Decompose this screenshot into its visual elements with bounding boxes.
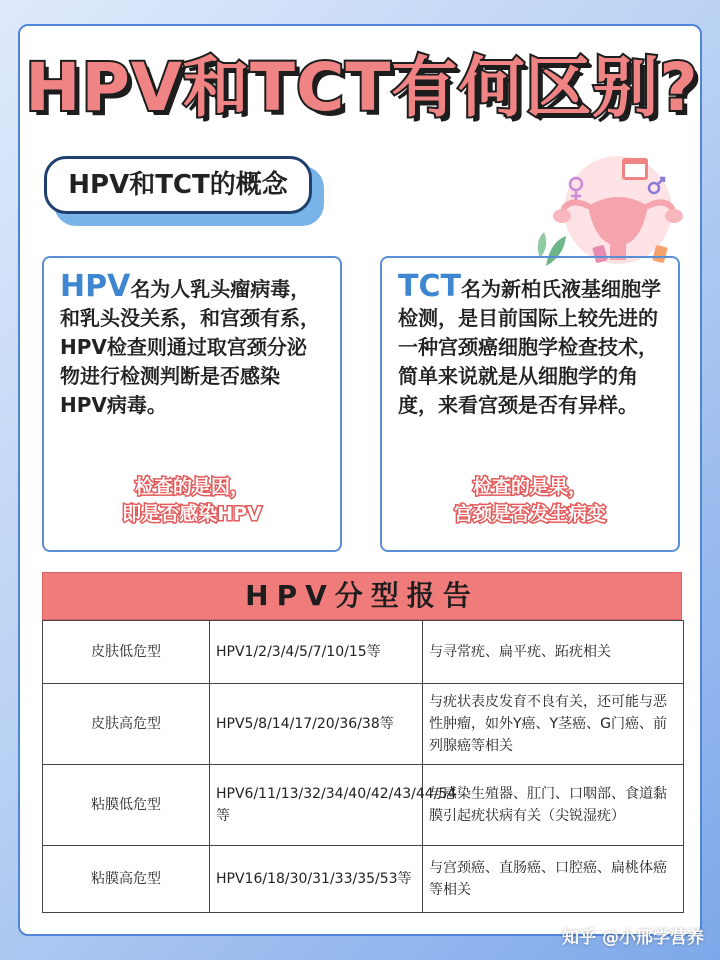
desc-cell: 与疣状表皮发育不良有关，还可能与恶性肿瘤，如外Y癌、Y茎癌、G门癌、前列腺癌等相关 — [423, 684, 684, 765]
tct-description — [398, 269, 662, 420]
poster-card — [18, 24, 702, 936]
hpv-description — [60, 269, 324, 420]
calendar-icon — [622, 158, 648, 180]
report-title: HPV分型报告 — [42, 572, 682, 620]
type-cell: 粘膜高危型 — [43, 846, 210, 913]
tct-term: TCT — [398, 269, 461, 304]
hpv-note — [44, 474, 340, 528]
type-cell: 皮肤低危型 — [43, 621, 210, 684]
table-row — [43, 621, 684, 684]
concept-tab-label: HPV和TCT的概念 — [44, 156, 312, 214]
tct-text: 名为新柏氏液基细胞学检测，是目前国际上较先进的一种宫颈癌细胞学检查技术，简单来说就是从细胞学的角度，来看宫颈是否有异样。 — [398, 277, 661, 417]
report-table — [42, 620, 684, 913]
page-title: HPV和TCT有何区别? — [25, 49, 699, 126]
hpv-note-line1: 检查的是因， — [134, 476, 249, 498]
strains-cell: HPV16/18/30/31/33/35/53等 — [210, 846, 423, 913]
desc-cell: 与宫颈癌、直肠癌、口腔癌、扁桃体癌等相关 — [423, 846, 684, 913]
tct-card — [380, 256, 680, 552]
hpv-term: HPV — [60, 269, 131, 304]
tct-note-line1: 检查的是果， — [472, 476, 587, 498]
tct-note — [382, 474, 678, 528]
tct-note-line2: 宫颈是否发生病变 — [453, 503, 606, 525]
strains-cell: HPV1/2/3/4/5/7/10/15等 — [210, 621, 423, 684]
type-cell: 皮肤高危型 — [43, 684, 210, 765]
type-cell: 粘膜低危型 — [43, 765, 210, 846]
watermark: 知乎 @小邢学营养 — [562, 928, 704, 948]
concept-tab — [44, 156, 326, 228]
table-row — [43, 846, 684, 913]
hpv-text: 名为人乳头瘤病毒，和乳头没关系，和宫颈有系，HPV检查则通过取宫颈分泌物进行检测判断是否感染HPV病毒。 — [60, 277, 320, 417]
strains-cell: HPV5/8/14/17/20/36/38等 — [210, 684, 423, 765]
table-row — [43, 684, 684, 765]
hpv-note-line2: 即是否感染HPV — [122, 503, 262, 525]
hpv-card — [42, 256, 342, 552]
desc-cell: 与感染生殖器、肛门、口咽部、食道黏膜引起疣状病有关（尖锐湿疣） — [423, 765, 684, 846]
table-row — [43, 765, 684, 846]
strains-cell: HPV6/11/13/32/34/40/42/43/44/54等 — [210, 765, 423, 846]
desc-cell: 与寻常疣、扁平疣、跖疣相关 — [423, 621, 684, 684]
